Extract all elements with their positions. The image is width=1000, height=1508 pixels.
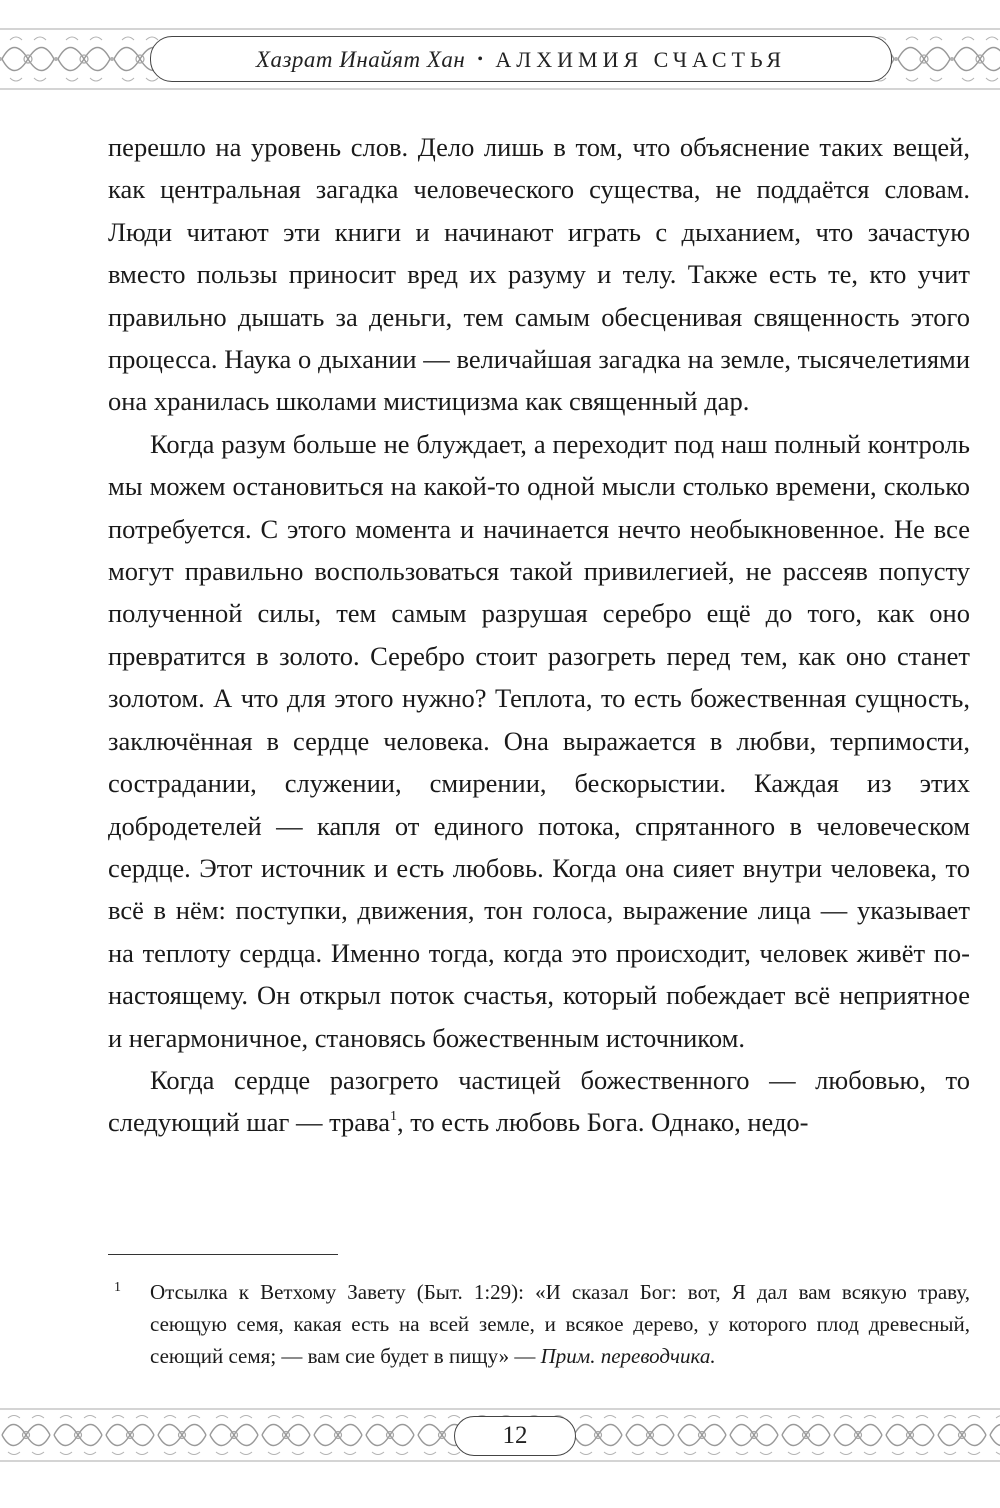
- paragraph-3-part-2: , то есть любовь Бога. Однако, недо-: [396, 1107, 809, 1138]
- paragraph-3: [108, 1059, 970, 1144]
- footnote-attribution: Прим. переводчика.: [540, 1344, 716, 1368]
- footnote: [108, 1276, 970, 1372]
- footnote-divider: [108, 1254, 338, 1255]
- footnote-reference[interactable]: 1: [389, 1109, 397, 1125]
- main-text: [108, 126, 970, 1144]
- header-author: Хазрат Инайят Хан: [255, 47, 466, 72]
- paragraph-2: Когда разум больше не блуждает, а переходит под наш полный контроль мы можем остановиться на какой-то одной мысли столько времени, сколько потребуется. С этого момента и начинается нечто необыкновенное. Не все могут правильно воспользоваться такой привилегией, не рассеяв попусту полученной силы, тем самым разрушая серебро ещё до того, как оно превратится в золото. Серебро стоит разогреть перед тем, как оно станет золотом. А что для этого нужно? Теплота, то есть божественная сущность, заключённая в сердце человека. Она выражается в любви, терпимости, сострадании, служении, смирении, бескорыстии. Каждая из этих добродетелей — капля от единого потока, спрятанного в человеческом сердце. Этот источник и есть любовь. Когда она сияет внутри человека, то всё в нём: поступки, движения, тон голоса, выражение лица — указывает на теплоту сердца. Именно тогда, когда это происходит, человек живёт по-настоящему. Он открыл поток счастья, который побеждает всё неприятное и негармоничное, становясь божественным источником.: [108, 428, 970, 1053]
- running-header: [150, 36, 892, 84]
- header-separator: •: [477, 51, 484, 68]
- header-book-title: АЛХИМИЯ СЧАСТЬЯ: [495, 47, 787, 72]
- page-number: 12: [502, 1422, 528, 1449]
- footnote-marker: 1: [114, 1280, 121, 1295]
- footnote-body: [150, 1276, 970, 1372]
- footnote-text: Отсылка к Ветхому Завету (Быт. 1:29): «И сказал Бог: вот, Я дал вам всякую траву, сеющую семя, какая есть на всей земле, и всякое дерево, у которого плод древесный, сеющий семя; — вам сие будет в пищу» —: [150, 1280, 970, 1368]
- paragraph-3-part-1: Когда сердце разогрето частицей божественного — любовью, то следующий шаг — трава: [108, 1064, 970, 1138]
- paragraph-1: перешло на уровень слов. Дело лишь в том, что объяснение таких вещей, как центральная загадка человеческого существа, не поддаётся словам. Люди читают эти книги и начинают играть с дыханием, что зачастую вместо пользы приносит вред их разуму и телу. Также есть те, кто учит правильно дышать за деньги, тем самым обесценивая священность этого процесса. Наука о дыхании — величайшая загадка на земле, тысячелетиями она хранилась школами мистицизма как священный дар.: [108, 132, 970, 417]
